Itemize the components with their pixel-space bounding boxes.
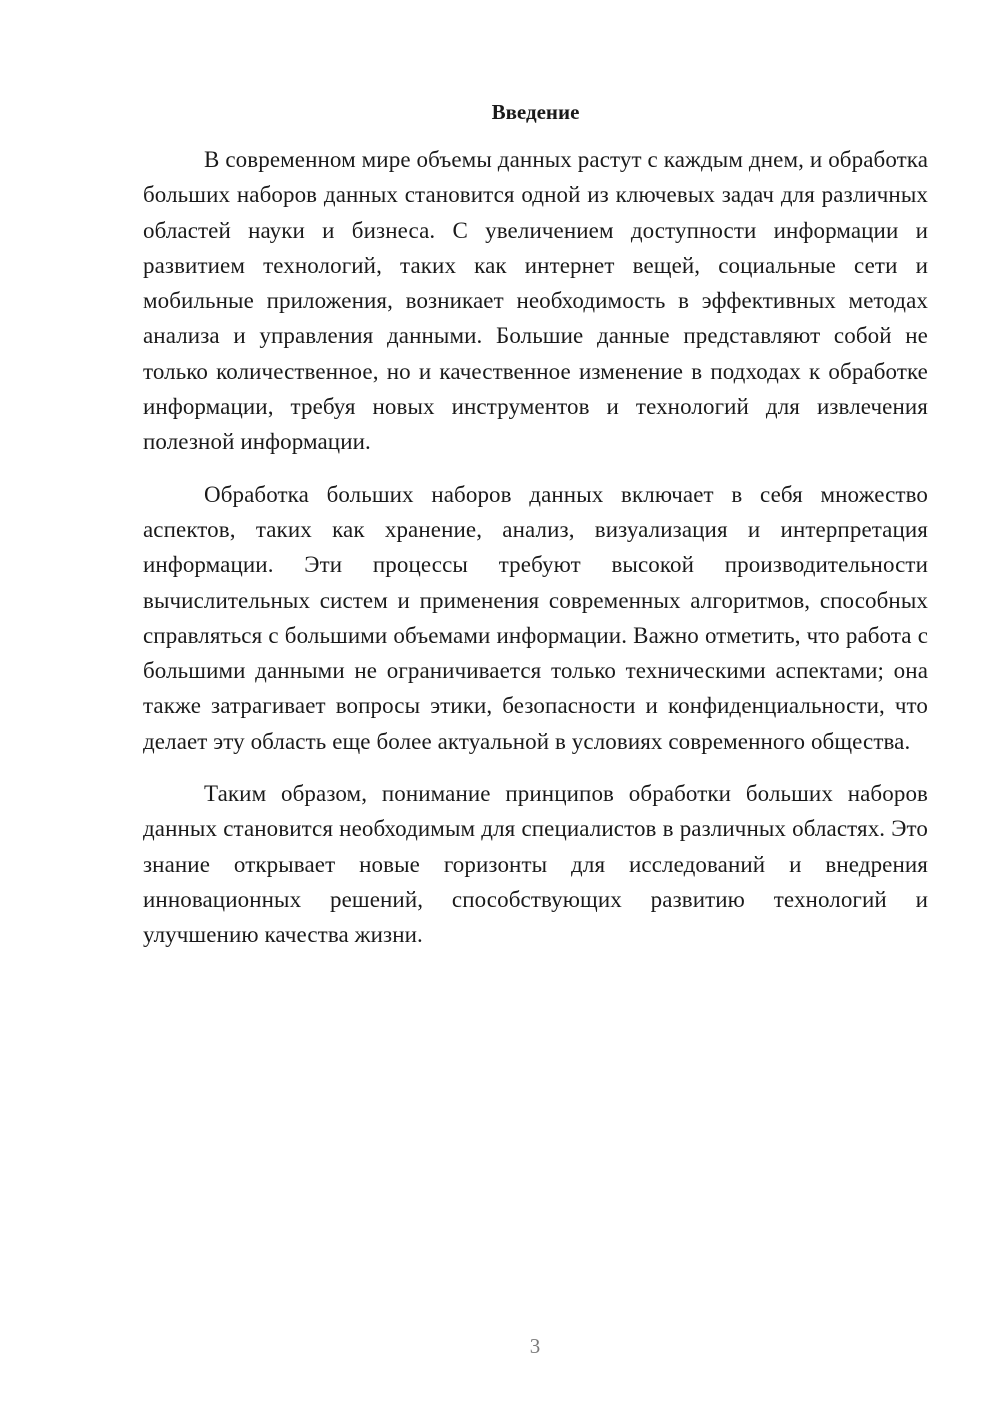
- page-number: 3: [529, 1334, 541, 1358]
- section-heading: Введение: [491, 100, 580, 124]
- paragraph-1: В современном мире объемы данных растут с каждым днем, и обработка больших наборов данных становится одной из ключевых задач для различных областей науки и бизнеса. С увеличением доступности информации и развитием технологий, таких как интернет вещей, социальные сети и мобильные приложения, возникает необходимость в эффективных методах анализа и управления данными. Большие данные представляют собой не только количественное, но и качественное изменение в подходах к обработке информации, требуя новых инструментов и технологий для извлечения полезной информации.: [143, 147, 928, 455]
- paragraph-3: Таким образом, понимание принципов обработки больших наборов данных становится необходимым для специалистов в различных областях. Это знание открывает новые горизонты для исследований и внедрения инновационных решений, способствующих развитию технологий и улучшению качества жизни.: [143, 781, 928, 948]
- body-text: [143, 142, 928, 970]
- paragraph-2: Обработка больших наборов данных включает в себя множество аспектов, таких как хранение, анализ, визуализация и интерпретация информации. Эти процессы требуют высокой производительности вычислительных систем и применения современных алгоритмов, способных справляться с большими объемами информации. Важно отметить, что работа с большими данными не ограничивается только техническими аспектами; она также затрагивает вопросы этики, безопасности и конфиденциальности, что делает эту область еще более актуальной в условиях современного общества.: [143, 481, 928, 754]
